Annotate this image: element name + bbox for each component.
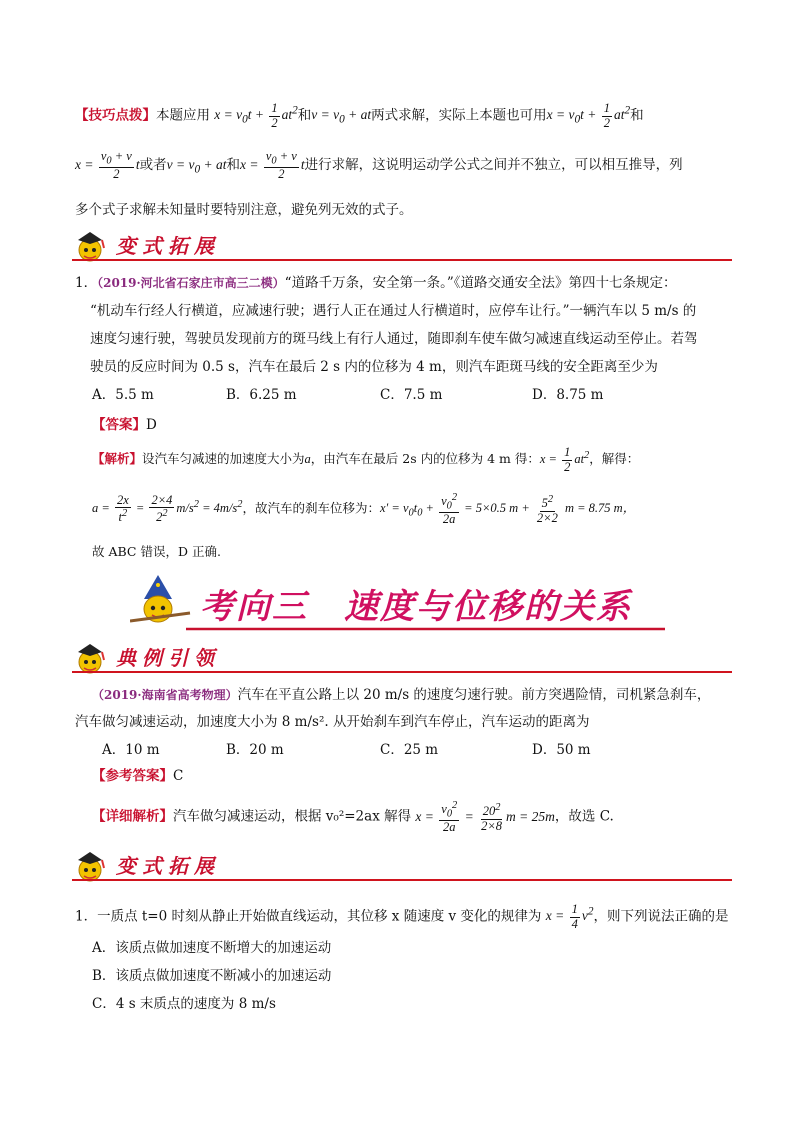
option-c[interactable]: C．25 m — [380, 742, 439, 758]
section-header-label: 变式拓展 — [116, 234, 220, 258]
q1-analysis-2: a = $\frac{2x}{t^2}$ = $\frac{2\times 4}{2^2}$ $m/s^2 = 4m/s^2$，故汽车的刹车位移为：$x' = v_0t_0$ + $\frac{v_0^2}{2a}$ = 5×0.5 m + $\frac{5^2}{2\times 2}$ m = 8.75 m， — [92, 492, 636, 527]
ex-line-2: 汽车做匀减速运动，加速度大小为 8 m/s². 从开始刹车到汽车停止，汽车运动的距离为 — [75, 714, 590, 730]
tip-line-2: x = $\frac{v_0 + v}{2}$ t或者$v = v_0$ + at和x = $\frac{v_0 + v}{2}$ t进行求解，这说明运动学公式之间并不独立，可以相互推导，列 — [75, 149, 683, 181]
tip-line-1: 【技巧点拨】本题应用 $x = v_0t$ + $\frac{1}{2}$ $at^2$和$v = v_0$ + at两式求解，实际上本题也可用$x = v_0t$ + $\frac{1}{2}$ $at^2$和 — [75, 101, 644, 130]
q2-option-a[interactable]: A．该质点做加速度不断增大的加速运动 — [92, 940, 332, 956]
section-header-label: 典例引领 — [116, 646, 220, 670]
formula: $x = v_0t$ + $\frac{1}{2}$ $at^2$ — [214, 101, 298, 130]
q2-option-b[interactable]: B．该质点做加速度不断减小的加速运动 — [92, 968, 332, 984]
option-b[interactable]: B．6.25 m — [226, 387, 297, 403]
ex-line-1: （2019·海南省高考物理）汽车在平直公路上以 20 m/s 的速度匀速行驶。前方突遇险情，司机紧急刹车， — [92, 687, 711, 703]
topic-banner — [130, 573, 665, 633]
option-d[interactable]: D．8.75 m — [532, 387, 604, 403]
q1-line-2: “机动车行经人行横道，应减速行驶；遇行人正在通过人行横道时，应停车让行。”一辆汽车以 5 m/s 的 — [90, 303, 697, 319]
option-d[interactable]: D．50 m — [532, 742, 591, 758]
tip-label: 【技巧点拨】 — [75, 107, 156, 124]
q1-analysis-3: 故 ABC 错误，D 正确. — [92, 544, 221, 559]
q2-option-c[interactable]: C．4 s 末质点的速度为 8 m/s — [92, 996, 276, 1012]
section-header-label: 变式拓展 — [116, 854, 220, 878]
section-header-variant-2 — [72, 846, 732, 884]
option-b[interactable]: B．20 m — [226, 742, 284, 758]
ex-source: （2019·海南省高考物理） — [92, 688, 238, 702]
section-header-variant-1 — [72, 226, 732, 264]
q1-answer: 【答案】D — [92, 417, 157, 433]
section-header-example — [72, 638, 732, 676]
q2-line-1: 1．一质点 t=0 时刻从静止开始做直线运动，其位移 x 随速度 v 变化的规律为 x = $\frac{1}{4}$ $v^2$，则下列说法正确的是 — [75, 902, 729, 931]
topic-banner-title: 考向三 速度与位移的关系 — [200, 587, 632, 627]
option-a[interactable]: A．5.5 m — [92, 387, 154, 403]
option-a[interactable]: A．10 m — [102, 742, 160, 758]
q1-line-3: 速度匀速行驶，驾驶员发现前方的斑马线上有行人通过，随即刹车使车做匀减速直线运动至停止。若驾 — [90, 331, 698, 347]
ex-detail: 【详细解析】汽车做匀减速运动，根据 v₀²=2ax 解得 x = $\frac{v_0^2}{2a}$ = $\frac{20^2}{2\times 8}$ m = 25m，故选 C. — [92, 800, 614, 835]
q1-line-1: 1．（2019·河北省石家庄市高三二模）“道路千万条，安全第一条。”《道路交通安全法》第四十七条规定： — [75, 275, 677, 291]
q1-line-4: 驶员的反应时间为 0.5 s，汽车在最后 2 s 内的位移为 4 m，则汽车距斑马线的安全距离至少为 — [90, 359, 658, 375]
q1-source: （2019·河北省石家庄市高三二模） — [97, 276, 285, 290]
ex-ref-answer: 【参考答案】C — [92, 768, 184, 784]
option-c[interactable]: C．7.5 m — [380, 387, 443, 403]
tip-line-3: 多个式子求解未知量时要特别注意，避免列无效的式子。 — [75, 202, 413, 218]
q1-analysis-1: 【解析】设汽车匀减速的加速度大小为a，由汽车在最后 2s 内的位移为 4 m 得：x = $\frac{1}{2}$ $at^2$，解得： — [92, 445, 640, 474]
